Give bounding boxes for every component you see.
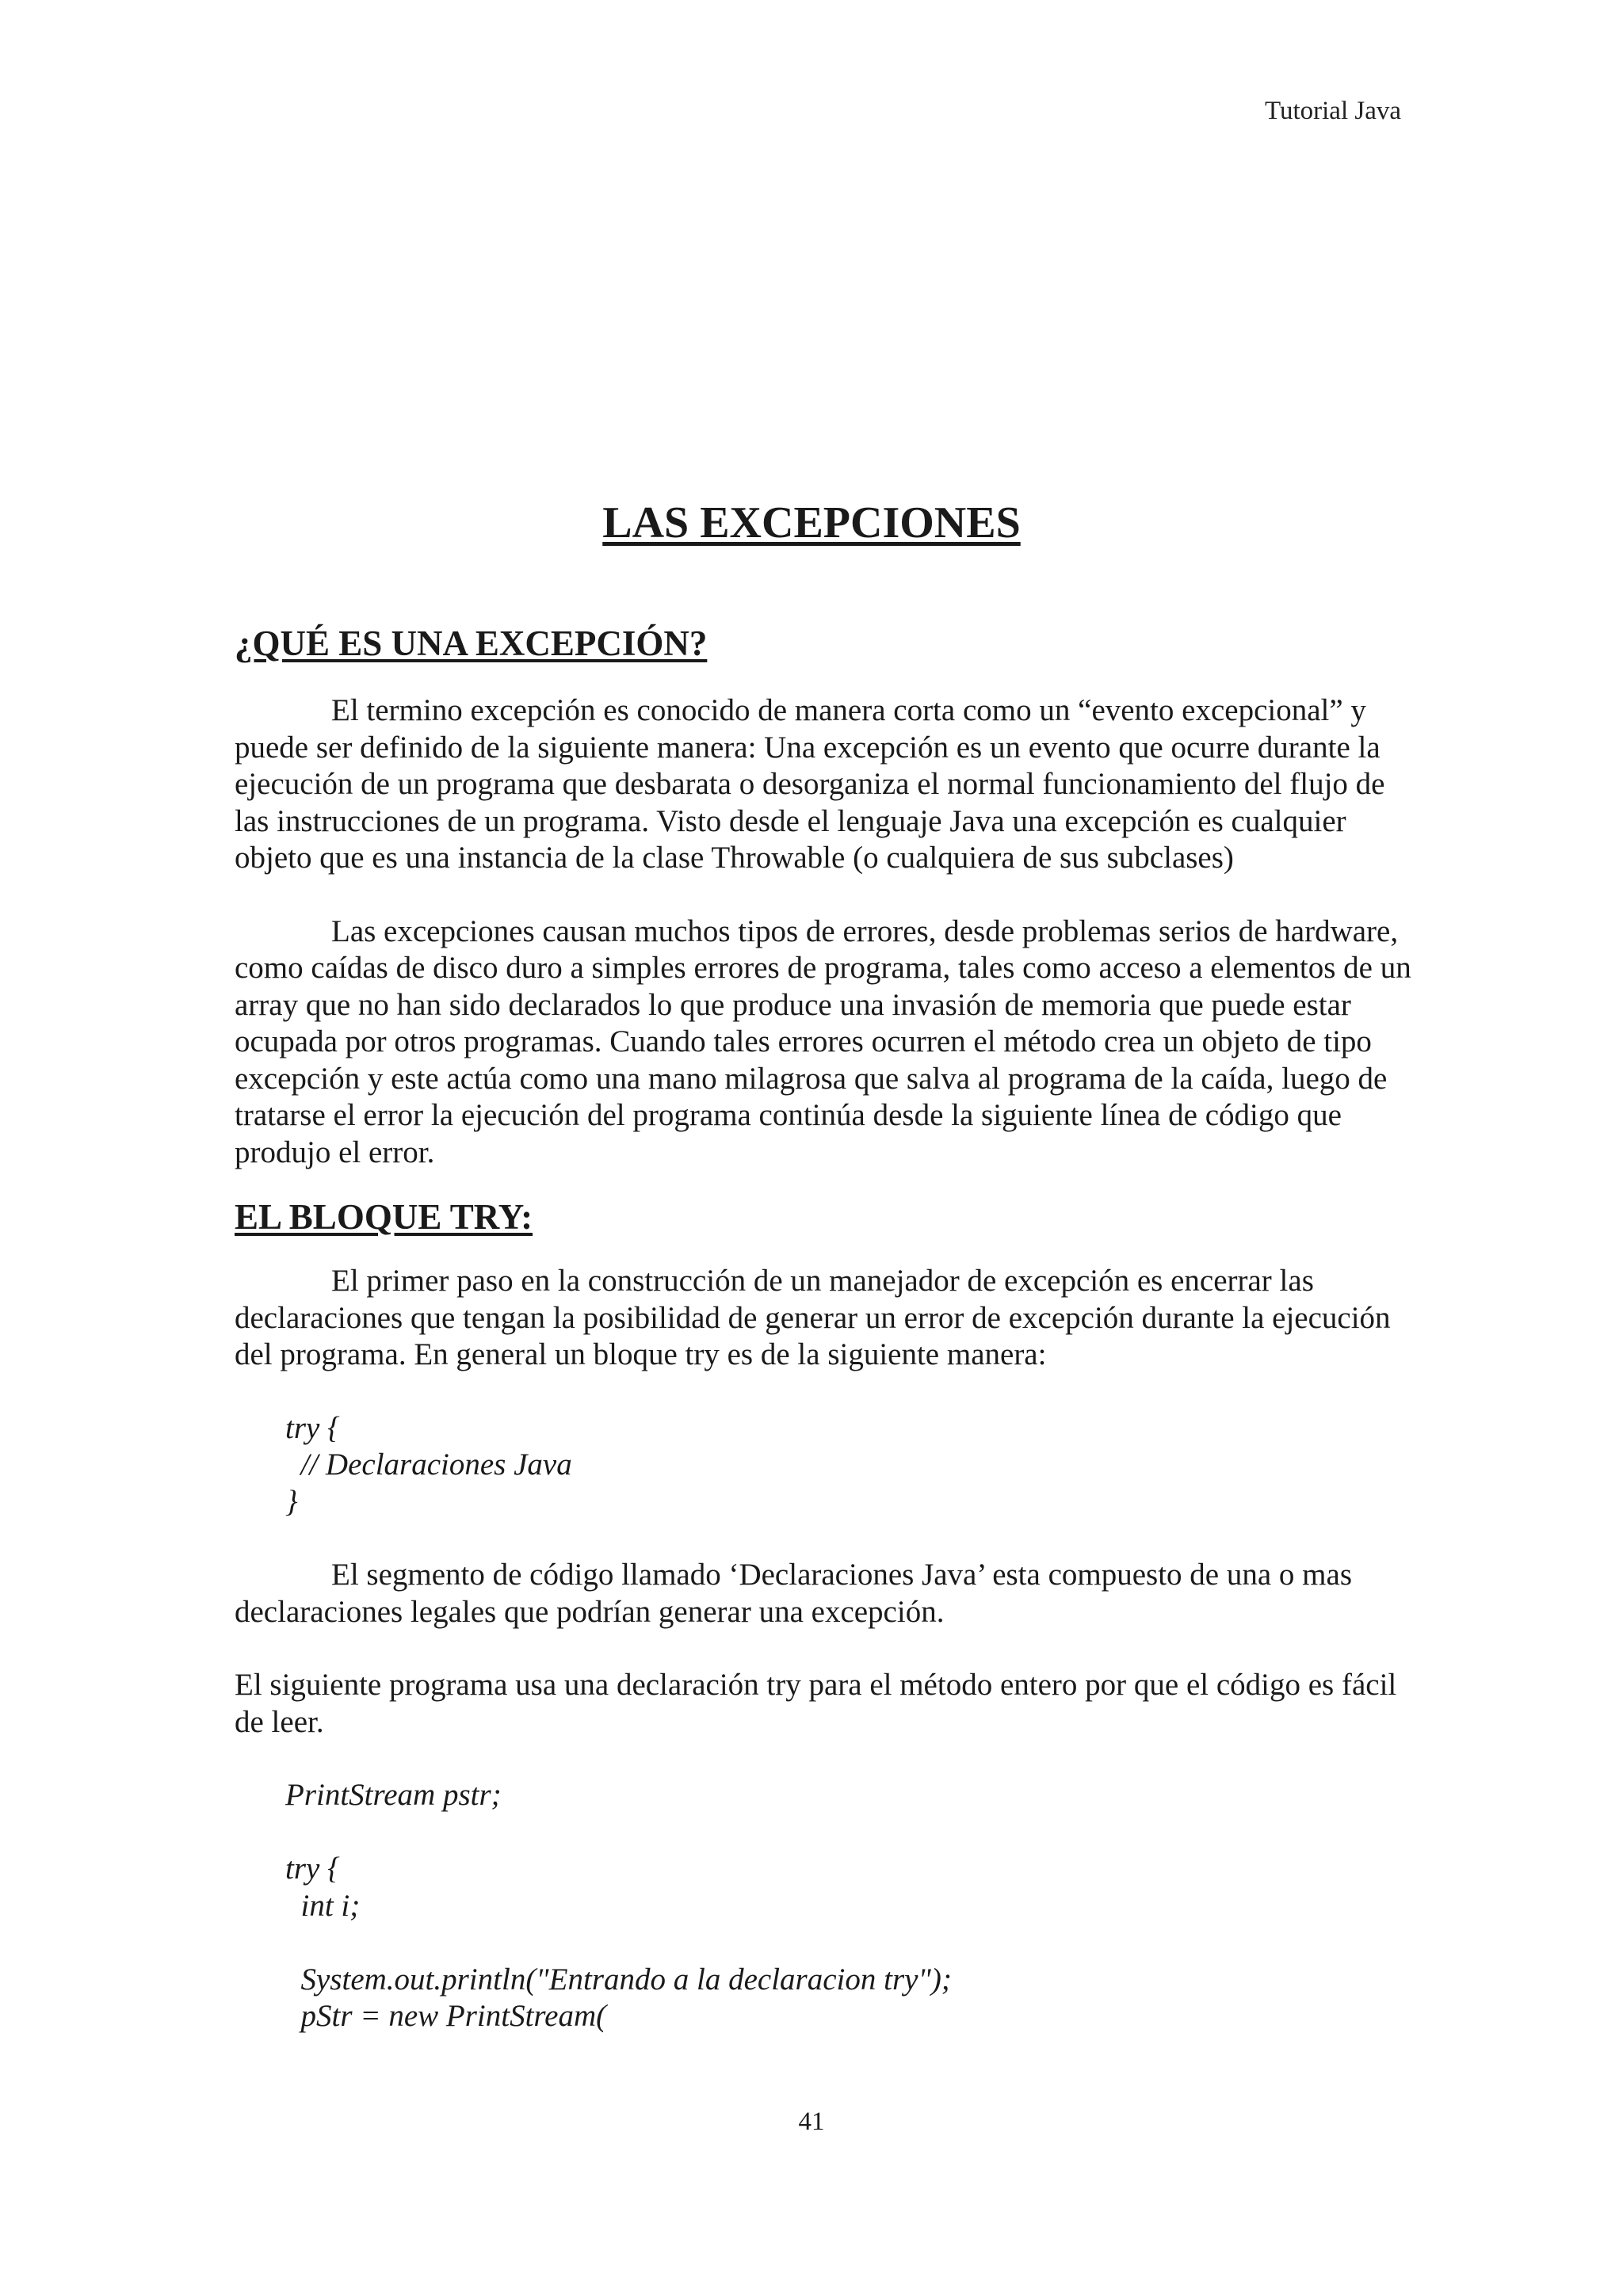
paragraph: El siguiente programa usa una declaración try para el método entero por que el código es fácil de leer. <box>235 1668 1397 1739</box>
code-block <box>235 1410 1423 1521</box>
code-line: PrintStream pstr; <box>285 1778 502 1812</box>
code-line: int i; <box>285 1888 361 1923</box>
page-number: 41 <box>798 2107 825 2136</box>
paragraph: Las excepciones causan muchos tipos de errores, desde problemas serios de hardware, como caídas de disco duro a simples errores de programa, tales como acceso a elementos de un array que no han sido declarados lo que produce una invasión de memoria que puede estar ocupada por otros programas. Cuando tales errores ocurren el método crea un objeto de tipo excepción y este actúa como una mano milagrosa que salva al programa de la caída, luego de tratarse el error la ejecución del programa continúa desde la siguiente línea de código que produjo el error. <box>235 913 1411 1169</box>
paragraph: El primer paso en la construcción de un manejador de excepción es encerrar las declaraciones que tengan la posibilidad de generar un error de excepción durante la ejecución del programa. En general un bloque try es de la siguiente manera: <box>235 1264 1391 1371</box>
code-line: // Declaraciones Java <box>285 1447 572 1482</box>
chapter-title: LAS EXCEPCIONES <box>602 498 1021 547</box>
paragraph: El segmento de código llamado ‘Declaraciones Java’ esta compuesto de una o mas declaraciones legales que podrían generar una excepción. <box>235 1558 1352 1629</box>
code-line: System.out.println("Entrando a la declaracion try"); <box>285 1962 952 1997</box>
page-content <box>235 621 1423 2035</box>
paragraph: El termino excepción es conocido de manera corta como un “evento excepcional” y puede ser definido de la siguiente manera: Una excepción es un evento que ocurre durante la ejecución de un programa que desbarata o desorganiza el normal funcionamiento del flujo de las instrucciones de un programa. Visto desde el lenguaje Java una excepción es cualquier objeto que es una instancia de la clase Throwable (o cualquiera de sus subclases) <box>235 693 1385 875</box>
section-title-try-block: EL BLOQUE TRY: <box>235 1197 533 1237</box>
running-header: Tutorial Java <box>1264 97 1401 125</box>
code-line: try { <box>285 1410 340 1445</box>
code-block <box>235 1777 1423 2035</box>
code-line: pStr = new PrintStream( <box>285 1999 607 2033</box>
code-line <box>285 1814 1423 1852</box>
code-line: } <box>285 1484 298 1519</box>
code-line <box>285 1924 1423 1962</box>
code-line: try { <box>285 1852 340 1886</box>
section-title-what-is: ¿QUÉ ES UNA EXCEPCIÓN? <box>235 624 708 663</box>
